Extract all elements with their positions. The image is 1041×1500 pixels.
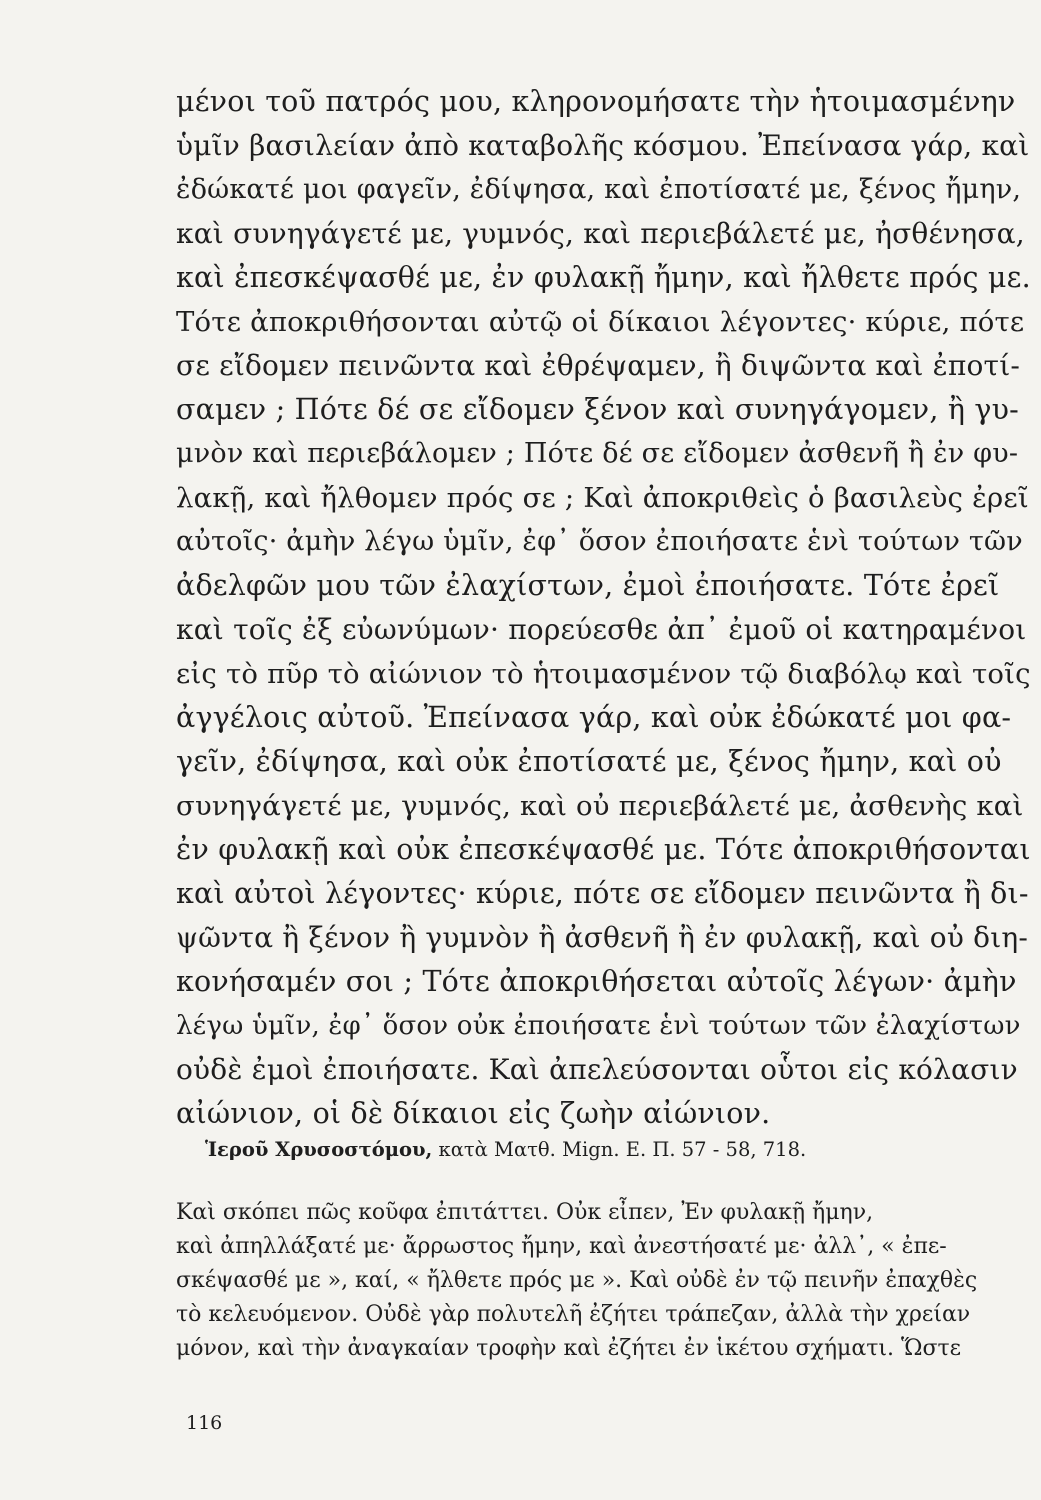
quote-line: τὸ κελευόμενον. Οὐδὲ γὰρ πολυτελῆ ἐζήτει τράπεζαν, ἀλλὰ τὴν χρείαν xyxy=(176,1302,971,1327)
page-number: 116 xyxy=(186,1412,223,1434)
text-line: καὶ αὐτοὶ λέγοντες· κύριε, πότε σε εἴδομεν πεινῶντα ἢ δι- xyxy=(176,877,1029,910)
source-reference: κατὰ Ματθ. Mign. E. Π. 57 - 58, 718. xyxy=(438,1138,807,1161)
source-author: Ἱεροῦ Χρυσοστόμου, xyxy=(205,1138,433,1161)
text-line: αὐτοῖς· ἀμὴν λέγω ὑμῖν, ἐφ᾽ ὅσον ἐποιήσατε ἑνὶ τούτων τῶν xyxy=(176,526,1023,557)
text-line: οὐδὲ ἐμοὶ ἐποιήσατε. Καὶ ἀπελεύσονται οὗτοι εἰς κόλασιν xyxy=(176,1053,1018,1086)
text-line: λακῇ, καὶ ἤλθομεν πρός σε ; Καὶ ἀποκριθεὶς ὁ βασιλεὺς ἐρεῖ xyxy=(176,482,1029,514)
quote-line: σκέψασθέ με », καί, « ἤλθετε πρός με ». Καὶ οὐδὲ ἐν τῷ πεινῆν ἐπαχθὲς xyxy=(176,1268,978,1293)
text-line: ἀγγέλοις αὐτοῦ. Ἐπείνασα γάρ, καὶ οὐκ ἐδώκατέ μοι φα- xyxy=(176,701,1012,734)
text-line: καὶ συνηγάγετέ με, γυμνός, καὶ περιεβάλετέ με, ἠσθένησα, xyxy=(176,217,1025,250)
text-line: εἰς τὸ πῦρ τὸ αἰώνιον τὸ ἡτοιμασμένον τῷ διαβόλῳ καὶ τοῖς xyxy=(176,658,1031,690)
text-line: καὶ τοῖς ἐξ εὐωνύμων· πορεύεσθε ἀπ᾽ ἐμοῦ οἱ κατηραμένοι xyxy=(176,613,1027,646)
text-line: μνὸν καὶ περιεβάλομεν ; Πότε δέ σε εἴδομεν ἀσθενῆ ἢ ἐν φυ- xyxy=(176,438,1019,469)
text-line: λέγω ὑμῖν, ἐφ᾽ ὅσον οὐκ ἐποιήσατε ἑνὶ τούτων τῶν ἐλαχίστων xyxy=(176,1011,1021,1041)
text-line: γεῖν, ἐδίψησα, καὶ οὐκ ἐποτίσατέ με, ξένος ἤμην, καὶ οὐ xyxy=(176,745,1002,778)
text-line: συνηγάγετέ με, γυμνός, καὶ οὐ περιεβάλετέ με, ἀσθενὴς καὶ xyxy=(176,790,1024,822)
quote-line: μόνον, καὶ τὴν ἀναγκαίαν τροφὴν καὶ ἐζήτει ἐν ἱκέτου σχήματι. Ὥστε xyxy=(176,1336,962,1361)
text-line: ἀδελφῶν μου τῶν ἐλαχίστων, ἐμοὶ ἐποιήσατε. Τότε ἐρεῖ xyxy=(176,569,1000,602)
source-citation xyxy=(205,1135,806,1165)
text-line: ὑμῖν βασιλείαν ἀπὸ καταβολῆς κόσμου. Ἐπείνασα γάρ, καὶ xyxy=(176,129,1030,162)
text-line: καὶ ἐπεσκέψασθέ με, ἐν φυλακῇ ἤμην, καὶ ἤλθετε πρός με. xyxy=(176,261,1031,294)
text-line: ἐν φυλακῇ καὶ οὐκ ἐπεσκέψασθέ με. Τότε ἀποκριθήσονται xyxy=(176,833,1031,866)
text-line: σαμεν ; Πότε δέ σε εἴδομεν ξένον καὶ συνηγάγομεν, ἢ γυ- xyxy=(176,393,1019,426)
text-line: σε εἴδομεν πεινῶντα καὶ ἐθρέψαμεν, ἢ διψῶντα καὶ ἐποτί- xyxy=(176,349,1021,382)
quote-line: καὶ ἀπηλλάξατέ με· ἄρρωστος ἤμην, καὶ ἀνεστήσατέ με· ἀλλ᾽, « ἐπε- xyxy=(176,1234,947,1259)
text-line: ψῶντα ἢ ξένον ἢ γυμνὸν ἢ ἀσθενῆ ἢ ἐν φυλακῇ, καὶ οὐ διη- xyxy=(176,921,1029,954)
text-line: μένοι τοῦ πατρός μου, κληρονομήσατε τὴν ἡτοιμασμένην xyxy=(176,85,1016,118)
text-line: ἐδώκατέ μοι φαγεῖν, ἐδίψησα, καὶ ἐποτίσατέ με, ξένος ἤμην, xyxy=(176,174,1022,205)
text-line: Τότε ἀποκριθήσονται αὐτῷ οἱ δίκαιοι λέγοντες· κύριε, πότε xyxy=(176,306,1025,338)
text-line: κονήσαμέν σοι ; Τότε ἀποκριθήσεται αὐτοῖς λέγων· ἀμὴν xyxy=(176,965,1017,998)
quote-line: Καὶ σκόπει πῶς κοῦφα ἐπιτάττει. Οὐκ εἶπεν, Ἐν φυλακῇ ἤμην, xyxy=(176,1200,874,1225)
text-line: αἰώνιον, οἱ δὲ δίκαιοι εἰς ζωὴν αἰώνιον. xyxy=(176,1097,771,1130)
